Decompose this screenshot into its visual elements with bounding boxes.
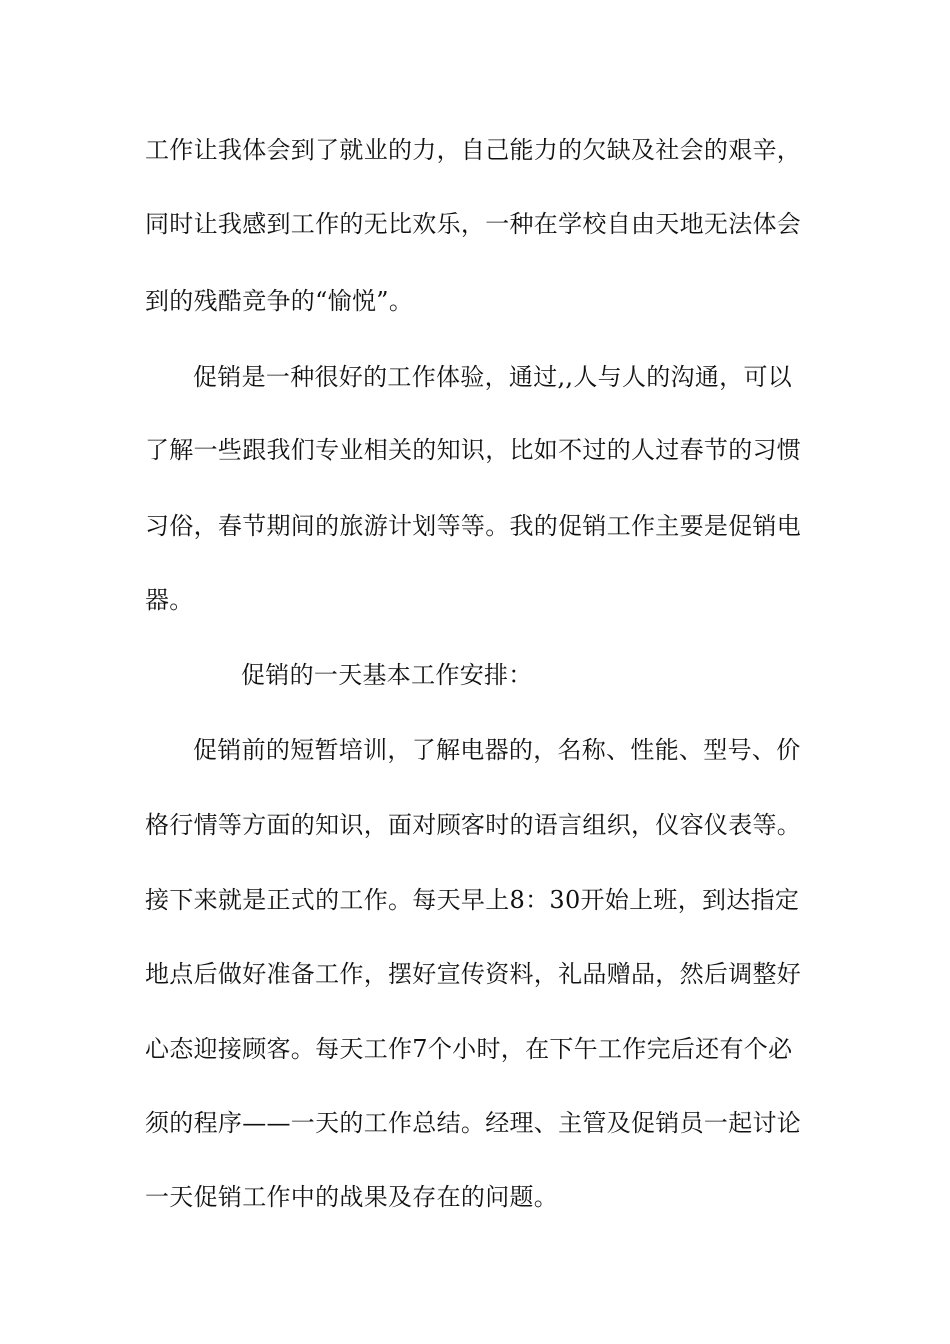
- text-line: 到的残酷竞争的“愉悦”。: [145, 287, 414, 315]
- text-line: 习俗，春节期间的旅游计划等等。我的促销工作主要是促销电: [145, 512, 802, 540]
- section-heading: 促销的一天基本工作安排：: [241, 661, 533, 689]
- text-line: 促销是一种很好的工作体验，通过,,人与人的沟通，可以: [193, 363, 793, 391]
- text-line: 接下来就是正式的工作。每天早上8：30开始上班，到达指定: [145, 886, 800, 914]
- text-line: 一天促销工作中的战果及存在的问题。: [145, 1183, 559, 1211]
- text-line: 须的程序——一天的工作总结。经理、主管及促销员一起讨论: [145, 1109, 802, 1137]
- text-line: 心态迎接顾客。每天工作7个小时，在下午工作完后还有个必: [145, 1035, 793, 1063]
- text-line: 了解一些跟我们专业相关的知识，比如不过的人过春节的习惯: [145, 436, 802, 464]
- text-line: 工作让我体会到了就业的力，自己能力的欠缺及社会的艰辛，: [145, 136, 802, 164]
- text-line: 地点后做好准备工作，摆好宣传资料，礼品赠品，然后调整好: [145, 960, 802, 988]
- text-line: 促销前的短暂培训，了解电器的，名称、性能、型号、价: [193, 736, 801, 764]
- text-line: 格行情等方面的知识，面对顾客时的语言组织，仪容仪表等。: [145, 811, 802, 839]
- text-line: 同时让我感到工作的无比欢乐，一种在学校自由天地无法体会: [145, 210, 802, 238]
- text-line: 器。: [145, 586, 194, 614]
